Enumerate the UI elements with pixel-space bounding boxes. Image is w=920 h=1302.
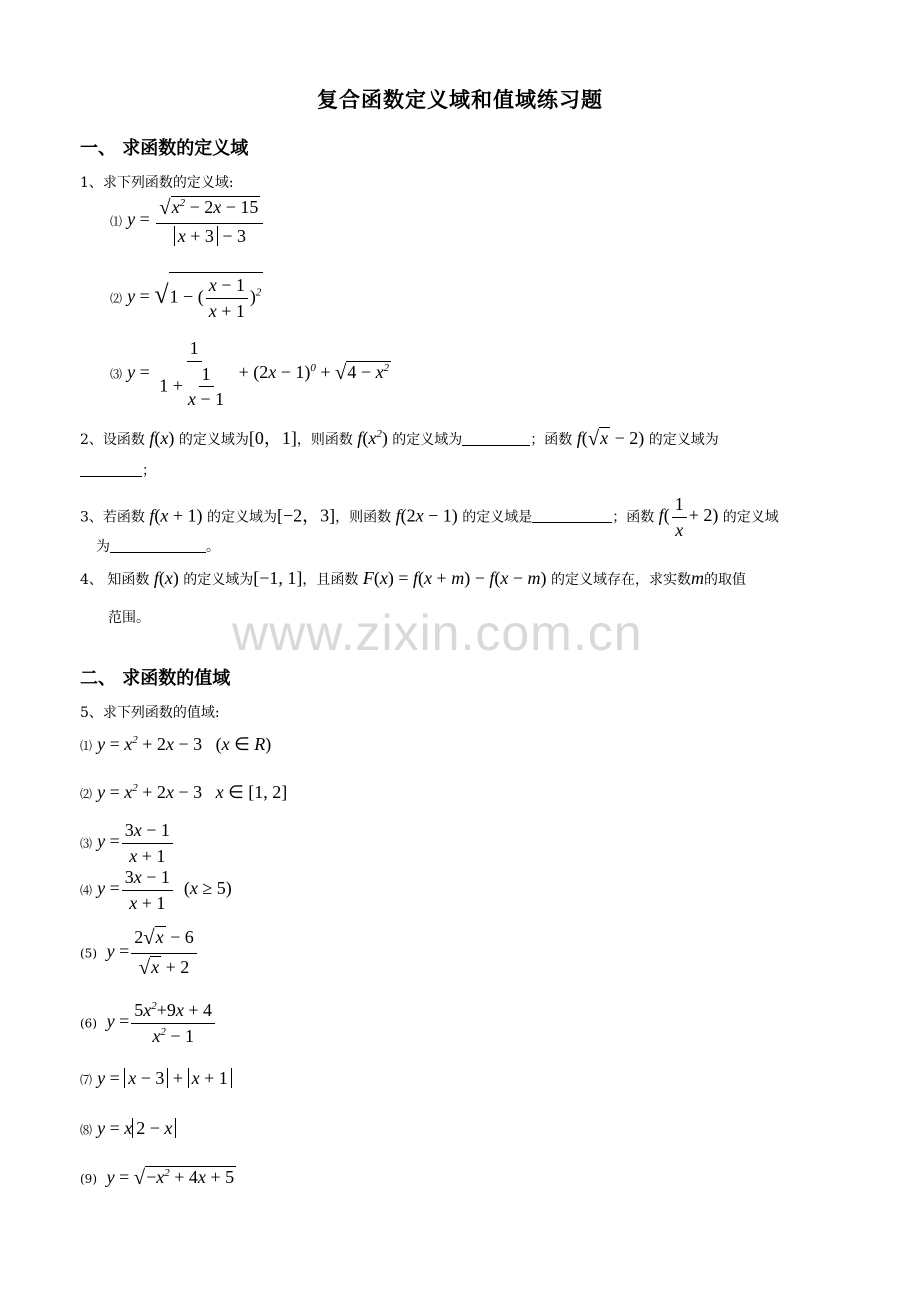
formula: y = 1 1 + $\frac{1}{x - 1}$ + $(2x - 1)^0 + √4 - x^2$ bbox=[127, 338, 390, 410]
q4-prefix: 4、 知函数 bbox=[80, 572, 150, 588]
q1-item-2 bbox=[110, 272, 263, 321]
item-label: (6) bbox=[80, 1016, 97, 1031]
q2-mid4: ；函数 bbox=[530, 432, 573, 448]
q2-mid2: ，则函数 bbox=[296, 432, 353, 448]
q2-mid3: 的定义域为 bbox=[392, 432, 463, 448]
q4-mid4: 的取值 bbox=[703, 572, 746, 588]
q1-item-1 bbox=[110, 196, 265, 246]
item-label: ⑴ bbox=[80, 739, 93, 753]
formula: y = √1 − ( $\frac{x - 1}{x + 1}$ )$^2$ bbox=[127, 286, 263, 306]
q4-mid1: 的定义域为 bbox=[183, 572, 254, 588]
blank-2[interactable] bbox=[80, 462, 142, 477]
item-label: ⑵ bbox=[110, 291, 123, 306]
watermark: www.zixin.com.cn bbox=[232, 605, 643, 661]
q4-line-1: 4、 知函数 f(x) 的定义域为[−1, 1]，且函数 F(x) = f(x + m) − f(x − m) 的定义域存在，求实数m的取值 bbox=[80, 568, 746, 588]
blank-3[interactable] bbox=[532, 508, 612, 523]
q5-item-4: ⑷ y = $\frac{3x - 1}{x + 1}$ (x ≥ 5) bbox=[80, 867, 232, 913]
q2-line-2 bbox=[80, 460, 156, 480]
q5-item-5: (5) y = $\frac{2√x - 6}{√x + 2}$ bbox=[80, 926, 199, 981]
item-label: ⑶ bbox=[80, 836, 93, 851]
q2-end: ； bbox=[142, 463, 156, 479]
section-1-heading: 一、 求函数的定义域 bbox=[80, 138, 249, 159]
item-label: (9) bbox=[80, 1172, 97, 1186]
q5-item-1: ⑴ $y = x^2 + 2x - 3$ (x ∈ R) bbox=[80, 734, 272, 754]
item-label: ⑷ bbox=[80, 883, 93, 898]
q3-mid3: 的定义域是 bbox=[462, 509, 533, 526]
item-label: ⑵ bbox=[80, 787, 93, 801]
q3-end: 。 bbox=[206, 539, 220, 555]
item-label: ⑶ bbox=[110, 367, 123, 382]
q3-line-2 bbox=[96, 536, 220, 556]
q4-mid3: 的定义域存在，求实数 bbox=[550, 572, 691, 588]
q2-mid1: 的定义域为 bbox=[178, 432, 249, 448]
q2-line-1: 2、设函数 f(x) 的定义域为[0，1]，则函数 $f(x^2)$ 的定义域为 ；函数 f(√x − 2) 的定义域为 bbox=[80, 428, 719, 450]
q2-prefix: 2、设函数 bbox=[80, 432, 145, 448]
q3-line-1: 3、若函数 f(x + 1) 的定义域为[−2，3]，则函数 f(2x − 1) 的定义域是 ；函数 f( $\frac{1}{x}$ + 2) 的定义域 bbox=[80, 494, 779, 540]
q1-item-3 bbox=[110, 338, 391, 410]
blank-1[interactable] bbox=[462, 431, 530, 446]
q3-mid4: ；函数 bbox=[612, 509, 655, 526]
formula: y = $\frac{√x^2 - 2x - 15}{x + 3 - 3}$ bbox=[127, 209, 265, 229]
q1-prompt: 1、求下列函数的定义域: bbox=[80, 175, 234, 191]
q2-mid5: 的定义域为 bbox=[648, 432, 719, 448]
item-label: ⑺ bbox=[80, 1073, 93, 1087]
q3-prefix: 3、若函数 bbox=[80, 509, 145, 526]
blank-4[interactable] bbox=[110, 538, 206, 553]
q5-item-3: ⑶ y = $\frac{3x - 1}{x + 1}$ bbox=[80, 820, 175, 866]
item-label: ⑴ bbox=[110, 214, 123, 229]
q3-mid1: 的定义域为 bbox=[207, 509, 277, 526]
q5-item-6: (6) y = $\frac{5x^2+9x + 4}{x^2 - 1}$ bbox=[80, 1000, 217, 1046]
q5-item-7: ⑺ y = x − 3 + x + 1 bbox=[80, 1068, 232, 1089]
section-2-heading: 二、 求函数的值域 bbox=[80, 668, 231, 689]
item-label: ⑻ bbox=[80, 1123, 93, 1137]
q5-item-8: ⑻ y = x 2 − x bbox=[80, 1118, 176, 1139]
q4-line-2: 范围。 bbox=[108, 610, 150, 626]
q3-line2a: 为 bbox=[96, 539, 110, 555]
item-label: (5) bbox=[80, 946, 97, 961]
q4-mid2: ，且函数 bbox=[302, 572, 359, 588]
page-title: 复合函数定义域和值域练习题 bbox=[317, 87, 603, 112]
q3-mid2: ，则函数 bbox=[335, 509, 392, 526]
q5-item-2: ⑵ $y = x^2 + 2x - 3$ x ∈ [1, 2] bbox=[80, 782, 288, 802]
q5-item-9: (9) $y = √-x^2 + 4x + 5$ bbox=[80, 1167, 235, 1189]
q5-prompt: 5、求下列函数的值域: bbox=[80, 705, 220, 721]
q3-mid5: 的定义域 bbox=[722, 509, 779, 526]
